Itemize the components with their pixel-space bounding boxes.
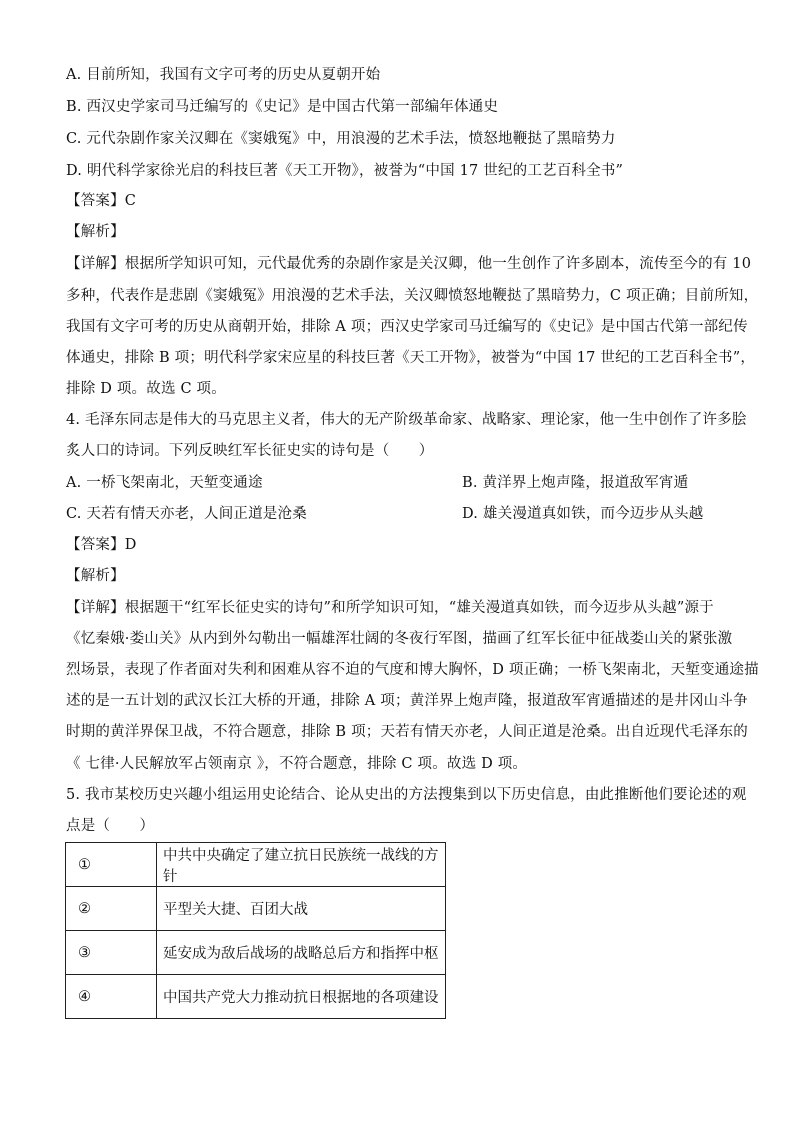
q4-detail-line: 《 七律·人民解放军占领南京 》，不符合题意，排除 C 项。故选 D 项。 <box>66 756 528 772</box>
q4-stem-line: 4. 毛泽东同志是伟大的马克思主义者，伟大的无产阶级革命家、战略家、理论家，他一生中创作了许多脍 <box>66 412 747 428</box>
row-text: 延安成为敌后战场的战略总后方和指挥中枢 <box>157 931 446 975</box>
q4-answer: 【答案】D <box>66 537 137 553</box>
table-row <box>66 887 446 931</box>
q4-option-a: A. 一桥飞架南北，天堑变通途 <box>66 475 263 491</box>
row-text: 中共中央确定了建立抗日民族统一战线的方针 <box>157 843 446 887</box>
table-row <box>66 975 446 1019</box>
row-text: 平型关大捷、百团大战 <box>157 887 446 931</box>
q3-option-d: D. 明代科学家徐光启的科技巨著《天工开物》，被誉为“中国 17 世纪的工艺百科全书” <box>66 163 624 179</box>
q3-detail-line: 【详解】根据所学知识可知，元代最优秀的杂剧作家是关汉卿，他一生创作了许多剧本，流传至今的有 10 <box>66 256 752 272</box>
q4-detail-line: 《忆秦娥·娄山关》从内到外勾勒出一幅雄浑壮阔的冬夜行军图，描画了红军长征中征战娄山关的紧张激 <box>66 631 733 647</box>
q3-option-a: A. 目前所知，我国有文字可考的历史从夏朝开始 <box>66 67 381 83</box>
row-number: ② <box>66 887 157 931</box>
row-number: ① <box>66 843 157 887</box>
q4-detail-line: 【详解】根据题干“红军长征史实的诗句”和所学知识可知，“雄关漫道真如铁，而今迈步从头越”源于 <box>66 600 714 616</box>
q4-option-d: D. 雄关漫道真如铁，而今迈步从头越 <box>462 506 704 522</box>
q3-option-b: B. 西汉史学家司马迁编写的《史记》是中国古代第一部编年体通史 <box>66 99 499 115</box>
q4-option-b: B. 黄洋界上炮声隆，报道敌军宵遁 <box>462 475 689 491</box>
q3-detail-line: 多种，代表作是悲剧《窦娥冤》用浪漫的艺术手法，关汉卿愤怒地鞭挞了黑暗势力，C 项正确；目前所知， <box>66 288 759 304</box>
q3-analysis-heading: 【解析】 <box>66 224 125 240</box>
table-row <box>66 843 446 887</box>
q5-info-table <box>65 842 446 1019</box>
row-number: ③ <box>66 931 157 975</box>
table-row <box>66 931 446 975</box>
q4-options-row-1 <box>66 473 730 493</box>
q3-detail-line: 排除 D 项。故选 C 项。 <box>66 381 226 397</box>
q5-stem-line: 点是（ ） <box>66 818 155 834</box>
q4-options-row-2 <box>66 504 730 524</box>
q4-stem-line: 炙人口的诗词。下列反映红军长征史实的诗句是（ ） <box>66 443 434 459</box>
row-number: ④ <box>66 975 157 1019</box>
q3-answer: 【答案】C <box>66 193 137 209</box>
q4-detail-line: 述的是一五计划的武汉长江大桥的开通，排除 A 项；黄洋界上炮声隆，报道敌军宵遁描述的是井冈山斗争 <box>66 693 748 709</box>
q4-analysis-heading: 【解析】 <box>66 568 125 584</box>
q5-stem-line: 5. 我市某校历史兴趣小组运用史论结合、论从史出的方法搜集到以下历史信息，由此推断他们要论述的观 <box>66 787 747 803</box>
q4-detail-line: 烈场景，表现了作者面对失利和困难从容不迫的气度和博大胸怀，D 项正确；一桥飞架南北，天堑变通途描 <box>66 662 759 678</box>
row-text: 中国共产党大力推动抗日根据地的各项建设 <box>157 975 446 1019</box>
q3-option-c: C. 元代杂剧作家关汉卿在《窦娥冤》中，用浪漫的艺术手法，愤怒地鞭挞了黑暗势力 <box>66 131 616 147</box>
q4-option-c: C. 天若有情天亦老，人间正道是沧桑 <box>66 506 307 522</box>
q3-detail-line: 体通史，排除 B 项；明代科学家宋应星的科技巨著《天工开物》，被誉为“中国 17 世纪的工艺百科全书”， <box>66 350 756 366</box>
q3-detail-line: 我国有文字可考的历史从商朝开始，排除 A 项；西汉史学家司马迁编写的《史记》是中国古代第一部纪传 <box>66 319 748 335</box>
q4-detail-line: 时期的黄洋界保卫战，不符合题意，排除 B 项；天若有情天亦老，人间正道是沧桑。出自近现代毛泽东的 <box>66 724 748 740</box>
